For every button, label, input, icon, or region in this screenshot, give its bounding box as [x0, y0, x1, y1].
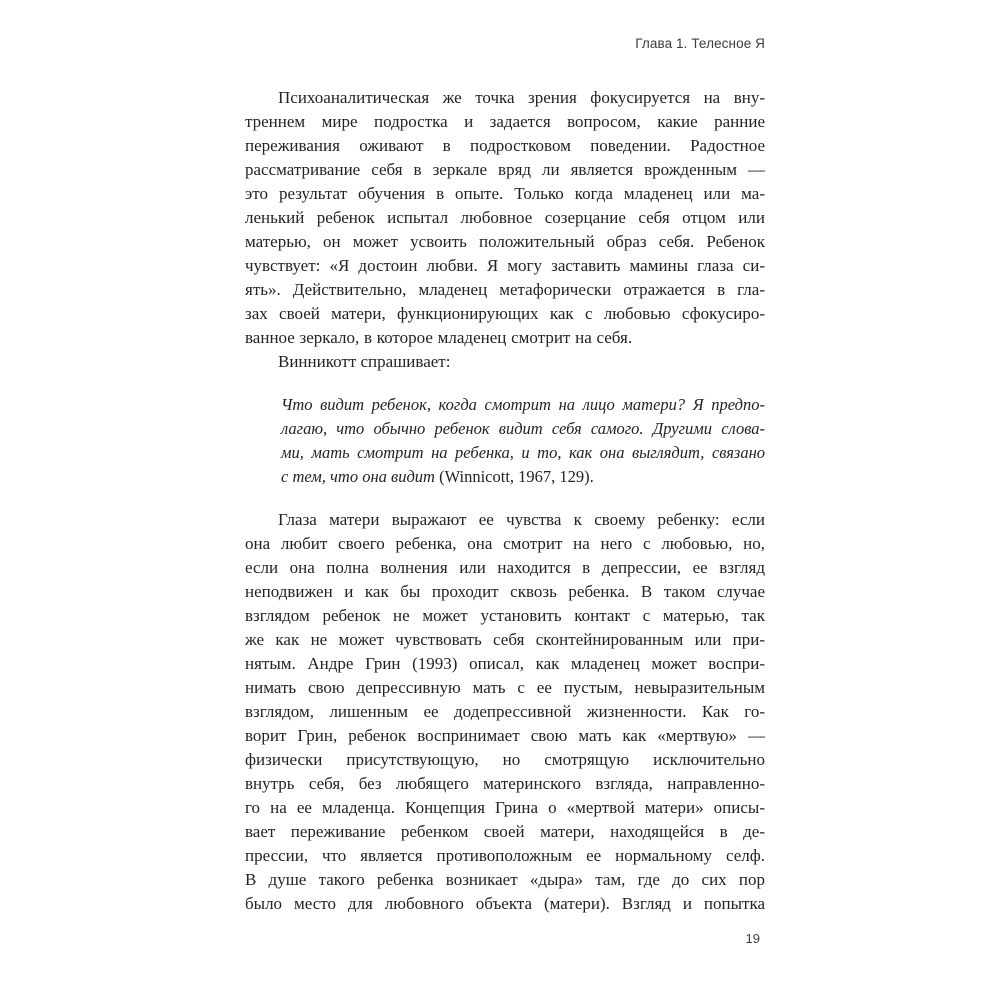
text-line: взглядом ребенок не может установить контакт с матерью, так [245, 606, 765, 625]
text-line: нятым. Андре Грин (1993) описал, как младенец может воспри- [245, 654, 765, 673]
text-line: зах своей матери, функционирующих как с любовью сфокусиро- [245, 304, 765, 323]
text-line: же как не может чувствовать себя сконтейнированным или при- [245, 630, 765, 649]
text-line: ми, мать смотрит на ребенка, и то, как она выглядит, связано [281, 443, 765, 462]
text-line: рассматривание себя в зеркале вряд ли является врожденным — [245, 160, 765, 179]
page-number: 19 [745, 931, 760, 946]
text-line: чувствует: «Я достоин любви. Я могу заставить мамины глаза си- [245, 256, 765, 275]
paragraph-psychoanalytic-view [245, 86, 765, 350]
block-quote-winnicott [281, 393, 765, 489]
text-line: было место для любовного объекта (матери). Взгляд и попытка [245, 894, 765, 913]
text-line: прессии, что является противоположным ее нормальному селф. [245, 846, 765, 865]
text-line: неподвижен и как бы проходит сквозь ребенка. В таком случае [245, 582, 765, 601]
block-quote-last-line [281, 465, 765, 489]
text-line: ять». Действительно, младенец метафорически отражается в гла- [245, 280, 765, 299]
block-quote-lines [281, 393, 765, 465]
text-line: Глаза матери выражают ее чувства к своему ребенку: если [278, 510, 765, 529]
text-line: нимать свою депрессивную мать с ее пустым, невыразительным [245, 678, 765, 697]
text-line: лагаю, что обычно ребенок видит себя самого. Другими слова- [281, 419, 765, 438]
text-line: если она полна волнения или находится в депрессии, ее взгляд [245, 558, 765, 577]
text-line: ванное зеркало, в которое младенец смотрит на себя. [245, 328, 633, 347]
paragraph-mothers-eyes [245, 508, 765, 916]
text-line: взглядом, лишенным ее додепрессивной жизненности. Как го- [245, 702, 765, 721]
quote-citation: (Winnicott, 1967, 129). [439, 467, 594, 486]
text-line: ворит Грин, ребенок воспринимает свою мать как «мертвую» — [245, 726, 765, 745]
text-line: треннем мире подростка и задается вопросом, какие ранние [245, 112, 765, 131]
text-line: это результат обучения в опыте. Только когда младенец или ма- [245, 184, 765, 203]
text-block [245, 86, 765, 916]
text-line: го на ее младенца. Концепция Грина о «мертвой матери» описы- [245, 798, 765, 817]
text-line: матерью, он может усвоить положительный образ себя. Ребенок [245, 232, 765, 251]
text-line: В душе такого ребенка возникает «дыра» там, где до сих пор [245, 870, 765, 889]
text-line: физически присутствующую, но смотрящую исключительно [245, 750, 765, 769]
running-header-chapter-title: Глава 1. Телесное Я [635, 36, 765, 51]
text-line: внутрь себя, без любящего материнского взгляда, направленно- [245, 774, 765, 793]
text-line: вает переживание ребенком своей матери, находящейся в де- [245, 822, 765, 841]
text-line: Что видит ребенок, когда смотрит на лицо матери? Я предпо- [281, 395, 765, 414]
text-line: Психоаналитическая же точка зрения фокусируется на вну- [278, 88, 765, 107]
text-line: переживания оживают в подростковом поведении. Радостное [245, 136, 765, 155]
text-line: ленький ребенок испытал любовное созерцание себя отцом или [245, 208, 765, 227]
quote-last-line-italic: с тем, что она видит [281, 467, 435, 486]
text-line: она любит своего ребенка, она смотрит на него с любовью, но, [245, 534, 765, 553]
paragraph-winnicott-intro: Винникотт спрашивает: [278, 352, 451, 371]
